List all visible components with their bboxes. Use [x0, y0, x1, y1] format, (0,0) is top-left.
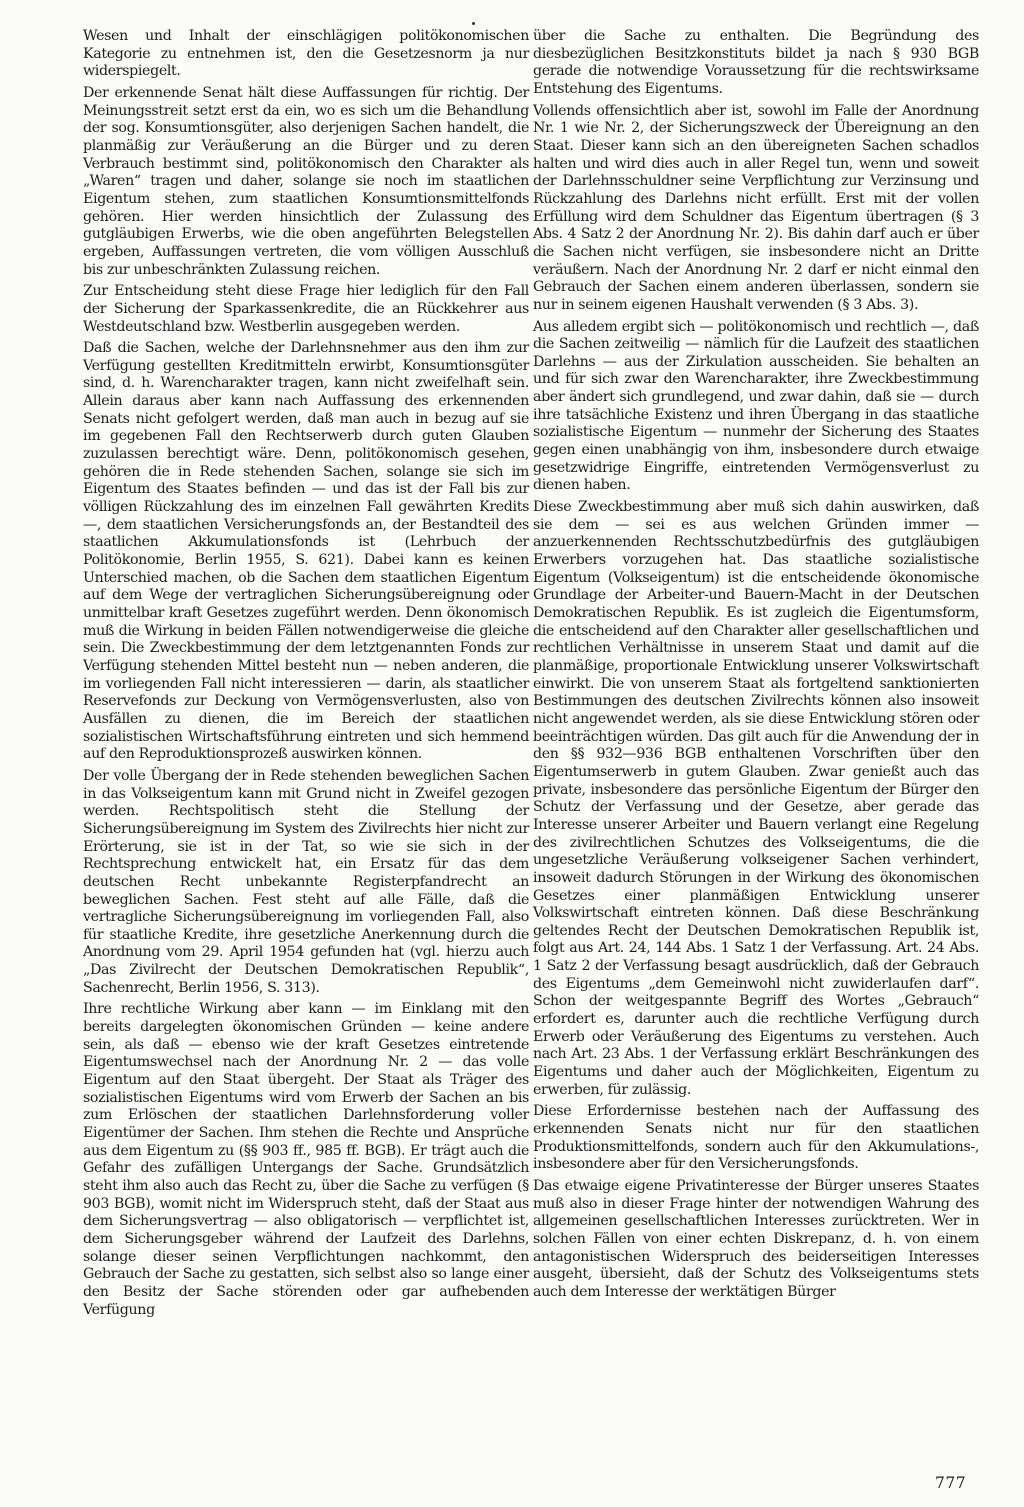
- paragraph: Der erkennende Senat hält diese Auffassungen für richtig. Der Meinungsstreit setzt erst da ein, wo es sich um die Behandlung der sog. Konsumtionsgüter, also derjenigen Sachen handelt, die planmäßig zur Veräußerung an die Bürger und zu deren Verbrauch bestimmt sind, politökonomisch den Charakter als „Waren“ tragen und daher, solange sie noch im staatlichen Eigentum stehen, zum staatlichen Konsumtionsmittelfonds gehören. Hier werden hinsichtlich der Zulassung des gutgläubigen Erwerbs, wie die oben angeführten Belegstellen ergeben, Auffassungen vertreten, die vom völligen Ausschluß bis zur unbeschränkten Zulassung reichen.: [83, 84, 529, 278]
- paragraph: Zur Entscheidung steht diese Frage hier lediglich für den Fall der Sicherung der Sparkassenkredite, die an Rückkehrer aus Westdeutschland bzw. Westberlin ausgegeben werden.: [83, 283, 529, 335]
- page-number: 777: [935, 1474, 967, 1492]
- paragraph: Daß die Sachen, welche der Darlehnsnehmer aus den ihm zur Verfügung gestellten Kreditmitteln erwirbt, Konsumtionsgüter sind, d. h. Warencharakter tragen, kann nicht zweifelhaft sein. Allein daraus aber kann nach Auffassung des erkennenden Senats nicht gefolgert werden, daß man auch in bezug auf sie im gegebenen Fall den Rechtserwerb durch guten Glauben zuzulassen berechtigt wäre. Denn, politökonomisch gesehen, gehören die in Rede stehenden Sachen, solange sie sich im Eigentum des Staates befinden — und das ist der Fall bis zur völligen Rückzahlung des im einzelnen Fall gewährten Kredits —, dem staatlichen Versicherungsfonds an, der Bestandteil des staatlichen Akkumulationsfonds ist (Lehrbuch der Politökonomie, Berlin 1955, S. 621). Dabei kann es keinen Unterschied machen, ob die Sachen dem staatlichen Eigentum auf dem Wege der vertraglichen Sicherungsübereignung oder unmittelbar kraft Gesetzes zugeführt werden. Denn ökonomisch muß die Wirkung in beiden Fällen notwendigerweise die gleiche sein. Die Zweckbestimmung der dem letztgenannten Fonds zur Verfügung stehenden Mittel besteht nun — neben anderen, die im vorliegenden Fall nicht interessieren — darin, als staatlicher Reservefonds zur Deckung von Vermögensverlusten, also von Ausfällen zu dienen, die im Bereich der staatlichen sozialistischen Wirtschaftsführung eintreten und sich hemmend auf den Reproduktionsprozeß auswirken können.: [83, 340, 529, 763]
- paragraph: über die Sache zu enthalten. Die Begründung des diesbezüglichen Besitzkonstituts bildet ja nach § 930 BGB gerade die notwendige Voraussetzung für die rechtswirksame Entstehung des Eigentums.: [533, 28, 979, 97]
- right-text-column: [533, 28, 979, 1306]
- paragraph: Ihre rechtliche Wirkung aber kann — im Einklang mit den bereits dargelegten ökonomischen Gründen — keine andere sein, als daß — ebenso wie der kraft Gesetzes eintretende Eigentumswechsel nach der Anordnung Nr. 2 — das volle Eigentum auf den Staat übergeht. Der Staat als Träger des sozialistischen Eigentums wird vom Erwerb der Sachen an bis zum Erlöschen der staatlichen Darlehnsforderung voller Eigentümer der Sachen. Ihm stehen die Rechte und Ansprüche aus dem Eigentum zu (§§ 903 ff., 985 ff. BGB). Er trägt auch die Gefahr des zufälligen Untergangs der Sache. Grundsätzlich steht ihm also auch das Recht zu, über die Sache zu verfügen (§ 903 BGB), womit nicht im Widerspruch steht, daß der Staat aus dem Sicherungsvertrag — also obligatorisch — verpflichtet ist, dem Sicherungsgeber während der Laufzeit des Darlehns, solange dieser seinen Verpflichtungen nachkommt, den Gebrauch der Sache zu gestatten, sich selbst also so lange einer den Besitz der Sache störenden oder gar aufhebenden Verfügung: [83, 1001, 529, 1318]
- paragraph: Wesen und Inhalt der einschlägigen politökonomischen Kategorie zu entnehmen ist, den die Gesetzesnorm ja nur widerspiegelt.: [83, 28, 529, 80]
- paragraph: Vollends offensichtlich aber ist, sowohl im Falle der Anordnung Nr. 1 wie Nr. 2, der Sicherungszweck der Übereignung an den Staat. Dieser kann sich an den übereigneten Sachen schadlos halten und wird dies auch in aller Regel tun, wenn und soweit der Darlehnsschuldner seine Verpflichtung zur Verzinsung und Rückzahlung des Darlehns nicht erfüllt. Erst mit der vollen Erfüllung wird dem Schuldner das Eigentum übertragen (§ 3 Abs. 4 Satz 2 der Anordnung Nr. 2). Bis dahin darf auch er über die Sachen nicht verfügen, sie insbesondere nicht an Dritte veräußern. Nach der Anordnung Nr. 2 darf er nicht einmal den Gebrauch der Sachen einem anderen überlassen, sondern sie nur in seinem eigenen Haushalt verwenden (§ 3 Abs. 3).: [533, 102, 979, 313]
- paragraph: Diese Erfordernisse bestehen nach der Auffassung des erkennenden Senats nicht nur für den staatlichen Produktionsmittelfonds, sondern auch für den Akkumulations-, insbesondere aber für den Versicherungsfonds.: [533, 1103, 979, 1173]
- print-mark: [472, 22, 475, 25]
- paragraph: Aus alledem ergibt sich — politökonomisch und rechtlich —, daß die Sachen zeitweilig — nämlich für die Laufzeit des staatlichen Darlehns — aus der Zirkulation ausscheiden. Sie behalten an und für sich zwar den Warencharakter, ihre Zweckbestimmung aber ändert sich grundlegend, und zwar dahin, daß sie — durch ihre tatsächliche Existenz und ihren Übergang in das staatliche sozialistische Eigentum — nunmehr der Sicherung des Staates gegen einen unabhängig von ihm, insbesondere durch etwaige gesetzwidrige Eingriffe, eintretenden Vermögensverlust zu dienen haben.: [533, 318, 979, 494]
- paragraph: Das etwaige eigene Privatinteresse der Bürger unseres Staates muß also in dieser Frage hinter der notwendigen Wahrung des allgemeinen gesellschaftlichen Interesses zurücktreten. Wer in solchen Fällen von einer echten Diskrepanz, d. h. von einem antagonistischen Widerspruch des beiderseitigen Interesses ausgeht, übersieht, daß der Schutz des Volkseigentums stets auch dem Interesse der werktätigen Bürger: [533, 1178, 979, 1300]
- left-text-column: [83, 28, 529, 1323]
- paragraph: Diese Zweckbestimmung aber muß sich dahin auswirken, daß sie dem — sei es aus welchen Gründen immer — anzuerkennenden Rechtsschutzbedürfnis des gutgläubigen Erwerbers vorzugehen hat. Das staatliche sozialistische Eigentum (Volkseigentum) ist die entscheidende ökonomische Grundlage der Arbeiter-und Bauern-Macht in der Deutschen Demokratischen Republik. Es ist zugleich die Eigentumsform, die entscheidend auf den Charakter aller gesellschaftlichen und rechtlichen Verhältnisse in unserem Staat und damit auf die planmäßige, proportionale Entwicklung unserer Volkswirtschaft einwirkt. Die von unserem Staat als fortgeltend sanktionierten Bestimmungen des deutschen Zivilrechts können also insoweit nicht angewendet werden, als sie diese Entwicklung stören oder beeinträchtigen würden. Das gilt auch für die Anwendung der in den §§ 932—936 BGB enthaltenen Vorschriften über den Eigentumserwerb in gutem Glauben. Zwar genießt auch das private, insbesondere das persönliche Eigentum der Bürger den Schutz der Verfassung und der Gesetze, aber gerade das Interesse unserer Arbeiter und Bauern verlangt eine Regelung des zivilrechtlichen Schutzes des Volkseigentums, die die ungesetzliche Veräußerung volkseigener Sachen verhindert, insoweit dadurch Störungen in der Wirkung des ökonomischen Gesetzes einer planmäßigen Entwicklung unserer Volkswirtschaft eintreten können. Daß diese Beschränkung geltendes Recht der Deutschen Demokratischen Republik ist, folgt aus Art. 24, 144 Abs. 1 Satz 1 der Verfassung. Art. 24 Abs. 1 Satz 2 der Verfassung besagt ausdrücklich, daß der Gebrauch des Eigentums „dem Gemeinwohl nicht zuwiderlaufen darf“. Schon der weitgespannte Begriff des Wortes „Gebrauch“ erfordert es, darunter auch die rechtliche Verfügung durch Erwerb oder Veräußerung des Eigentums zu verstehen. Auch nach Art. 23 Abs. 1 der Verfassung erklärt Beschränkungen des Eigentums und daher auch der Möglichkeiten, Eigentum zu erwerben, für zulässig.: [533, 499, 979, 1098]
- paragraph: Der volle Übergang der in Rede stehenden beweglichen Sachen in das Volkseigentum kann mit Grund nicht in Zweifel gezogen werden. Rechtspolitisch steht die Stellung der Sicherungsübereignung im System des Zivilrechts hier nicht zur Erörterung, sie ist in der Tat, so wie sie sich in der Rechtsprechung entwickelt hat, ein Ersatz für das dem deutschen Recht unbekannte Registerpfandrecht an beweglichen Sachen. Fest steht auf alle Fälle, daß die vertragliche Sicherungsübereignung im vorliegenden Fall, also für staatliche Kredite, ihre gesetzliche Anerkennung durch die Anordnung vom 29. April 1954 gefunden hat (vgl. hierzu auch „Das Zivilrecht der Deutschen Demokratischen Republik“, Sachenrecht, Berlin 1956, S. 313).: [83, 767, 529, 996]
